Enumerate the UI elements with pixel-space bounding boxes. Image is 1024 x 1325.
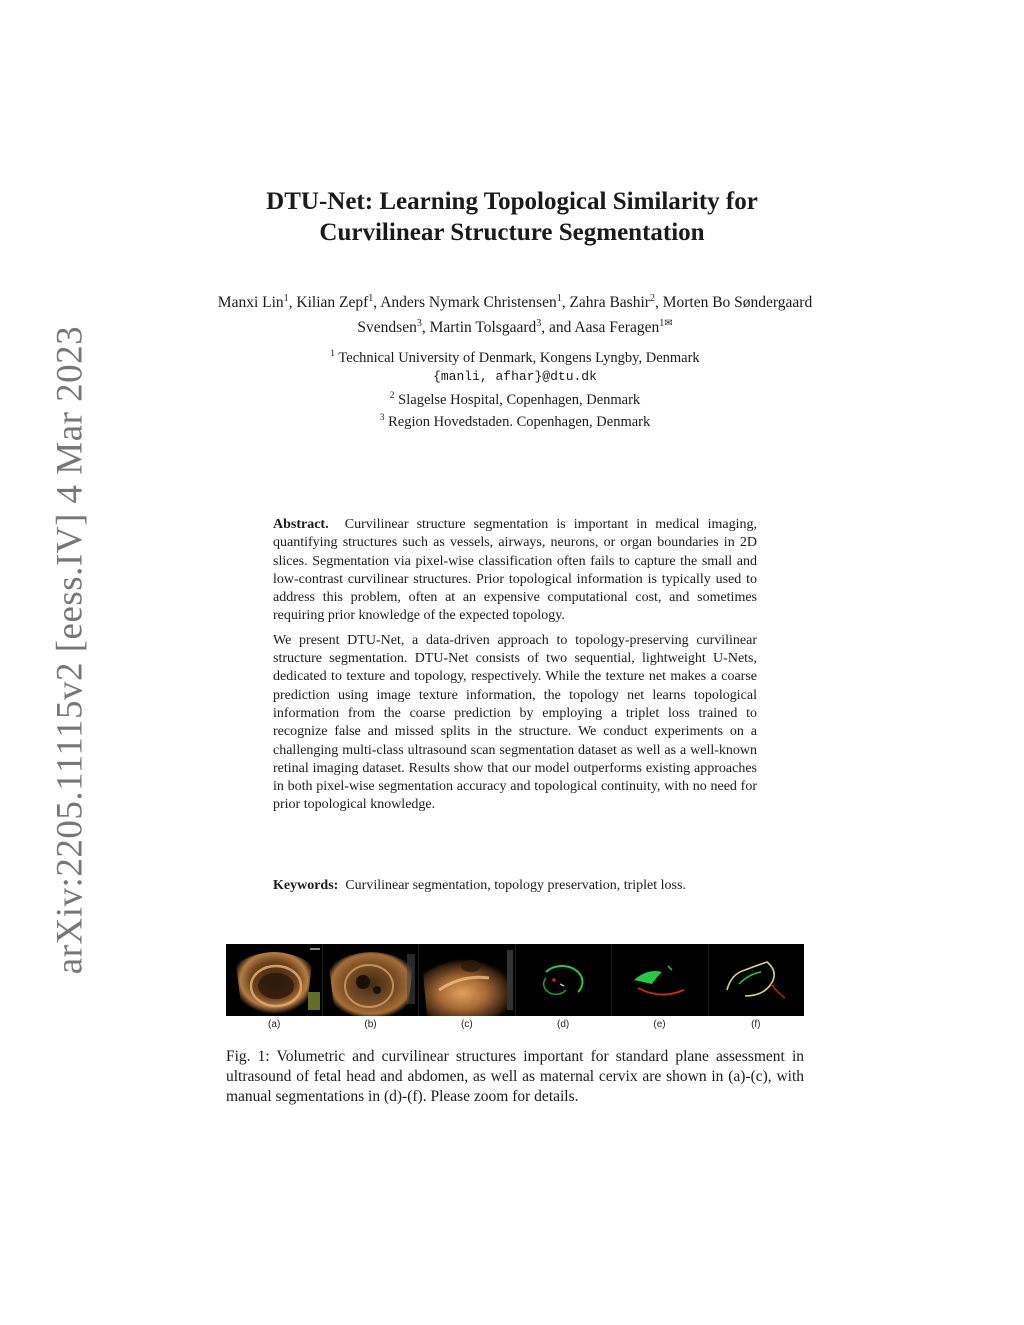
author-separator: , [654,294,663,312]
figure-1-image-strip [226,944,804,1016]
sublabel-a: (a) [268,1019,281,1030]
affiliation-line [215,367,815,387]
panel-e-segmentation [612,944,709,1016]
author-affiliation-mark: 3 [416,318,422,330]
abstract-paragraph-2: We present DTU-Net, a data-driven approach to topology-preserving curvilinear structure segmentation. DTU-Net consists of two sequential, lightweight U-Nets, dedicated to texture and topology, respectively. While the texture net makes a coarse prediction using image texture information, the topology net learns topological information from the coarse prediction by employing a triplet loss trained to recognize false and missed splits in the structure. We conduct experiments on a challenging multi-class ultrasound scan segmentation dataset as well as a well-known retinal imaging dataset. Results show that our model outperforms existing approaches in both pixel-wise segmentation accuracy and topological continuity, with no need for prior topological knowledge. [273,632,757,813]
abstract-label: Abstract. [273,517,329,532]
panel-a-fetal-head-ultrasound [226,944,323,1016]
author-separator: , [373,294,381,312]
author-separator: , [288,294,297,312]
affiliation-number: 3 [379,413,385,424]
affiliation-number: 1 [330,349,336,359]
author-name: Aasa Feragen [574,319,660,337]
affiliation-number: 2 [389,390,395,401]
affiliation-text: Region Hovedstaden. Copenhagen, Denmark [388,413,651,430]
author-affiliation-mark: 1 [556,293,562,304]
arxiv-identifier: arXiv:2205.11115v2 [eess.IV] 4 Mar 2023 [49,325,91,975]
author-affiliation-mark: 2 [649,293,655,304]
paper-title [0,186,1024,248]
keywords-text: Curvilinear segmentation, topology preservation, triplet loss. [345,878,686,893]
affiliation-line [215,409,815,431]
author-list [215,288,815,338]
keywords-label: Keywords: [273,878,339,893]
abstract-text-1: Curvilinear structure segmentation is important in medical imaging, quantifying structures such as vessels, airways, neurons, or organ boundaries in 2D slices. Segmentation via pixel-wise classification often fails to capture the small and low-contrast curvilinear structures. Prior topological information is typically used to address this problem, often at an expensive computational cost, and sometimes requiring prior knowledge of the expected topology. [273,517,758,624]
author-name: Morten Bo Søndergaard Svendsen [357,294,813,337]
author-affiliation-mark: 1✉ [659,318,673,330]
author-separator: , [561,294,570,312]
author-name: Zahra Bashir [569,294,650,312]
author-name: Kilian Zepf [296,294,369,312]
panel-d-segmentation [516,944,613,1016]
title-line-2: Curvilinear Structure Segmentation [319,219,705,246]
author-separator: , [421,319,430,337]
figure-caption: Fig. 1: Volumetric and curvilinear structures important for standard plane assessment in ultrasound of fetal head and abdomen, as well as maternal cervix are shown in (a)-(c), with manual segmentations in (d)-(f). Please zoom for details. [226,1048,804,1105]
author-affiliation-mark: 1 [368,293,374,304]
sublabel-e: (e) [653,1019,666,1030]
author-name: Manxi Lin [217,294,284,312]
affiliation-text: Slagelse Hospital, Copenhagen, Denmark [398,391,641,408]
author-name: Martin Tolsgaard [429,319,537,337]
affiliation-list [215,345,815,431]
affiliation-text: Technical University of Denmark, Kongens Lyngby, Denmark [338,349,700,366]
affiliation-email: {manli, afhar}@dtu.dk [433,369,597,385]
author-affiliation-mark: 3 [536,318,542,330]
figure-sublabels [226,1019,804,1030]
sublabel-f: (f) [751,1019,761,1030]
title-line-1: DTU-Net: Learning Topological Similarity for [266,188,758,215]
keywords [273,877,773,895]
abstract-paragraph-1 [273,516,757,626]
author-name: Anders Nymark Christensen [380,294,557,312]
sublabel-c: (c) [460,1019,473,1030]
abstract [273,516,757,815]
sublabel-d: (d) [557,1019,570,1030]
affiliation-line [215,387,815,409]
panel-b-fetal-abdomen-ultrasound [323,944,420,1016]
panel-f-segmentation [709,944,805,1016]
panel-c-cervix-ultrasound [419,944,516,1016]
author-affiliation-mark: 1 [283,293,289,304]
author-separator: , and [541,319,575,337]
sublabel-b: (b) [364,1019,377,1030]
affiliation-line [215,345,815,367]
